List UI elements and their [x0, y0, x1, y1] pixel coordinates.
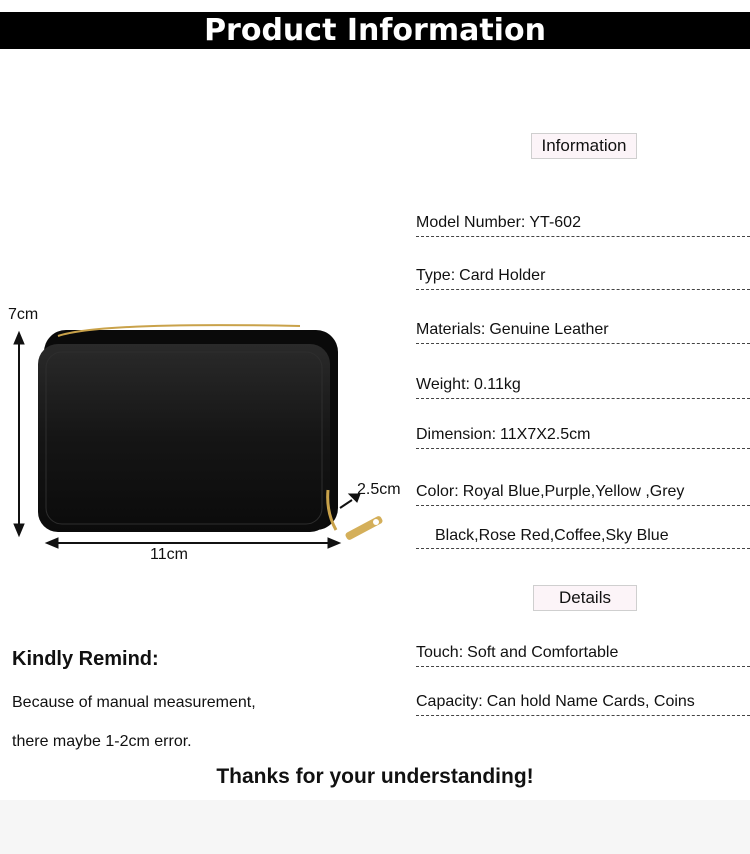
spec-value: 0.11kg — [473, 376, 521, 393]
spec-row-color — [416, 481, 750, 506]
page-title-banner — [0, 12, 750, 49]
spec-row-type — [416, 265, 750, 290]
spec-row-color-continued — [416, 525, 750, 549]
spec-key: Weight: — [416, 376, 470, 393]
detail-value: Can hold Name Cards, Coins — [486, 693, 695, 710]
information-label: Information — [531, 133, 637, 159]
spec-row-materials — [416, 319, 750, 344]
wallet-image — [38, 325, 384, 541]
remind-line-2: there maybe 1-2cm error. — [12, 733, 192, 750]
footer-band — [0, 800, 750, 854]
depth-label: 2.5cm — [357, 481, 401, 498]
spec-value: 11X7X2.5cm — [500, 426, 591, 443]
width-arrow — [46, 538, 340, 548]
spec-key: Model Number: — [416, 214, 526, 231]
spec-value: Royal Blue,Purple,Yellow ,Grey — [462, 483, 685, 500]
height-label: 7cm — [8, 306, 39, 323]
remind-line-1: Because of manual measurement, — [12, 694, 256, 711]
spec-value: Genuine Leather — [489, 321, 609, 338]
page-title: Product Information — [204, 13, 546, 48]
spec-row-model — [416, 212, 750, 237]
spec-key: Dimension: — [416, 426, 497, 443]
spec-key: Color: — [416, 483, 459, 500]
spec-value: Card Holder — [459, 267, 546, 284]
detail-value: Soft and Comfortable — [467, 644, 619, 661]
spec-row-weight — [416, 374, 750, 399]
product-illustration — [0, 300, 420, 560]
detail-key: Touch: — [416, 644, 464, 661]
height-arrow — [14, 332, 24, 536]
detail-row-touch — [416, 642, 750, 667]
spec-value: YT-602 — [529, 214, 581, 231]
thanks-message: Thanks for your understanding! — [216, 765, 534, 788]
spec-key: Type: — [416, 267, 456, 284]
width-label: 11cm — [150, 546, 188, 563]
remind-title: Kindly Remind: — [12, 648, 159, 670]
details-label: Details — [533, 585, 637, 611]
spec-value: Black,Rose Red,Coffee,Sky Blue — [435, 527, 669, 544]
spec-key: Materials: — [416, 321, 486, 338]
spec-row-dimension — [416, 424, 750, 449]
detail-row-capacity — [416, 691, 750, 716]
detail-key: Capacity: — [416, 693, 483, 710]
